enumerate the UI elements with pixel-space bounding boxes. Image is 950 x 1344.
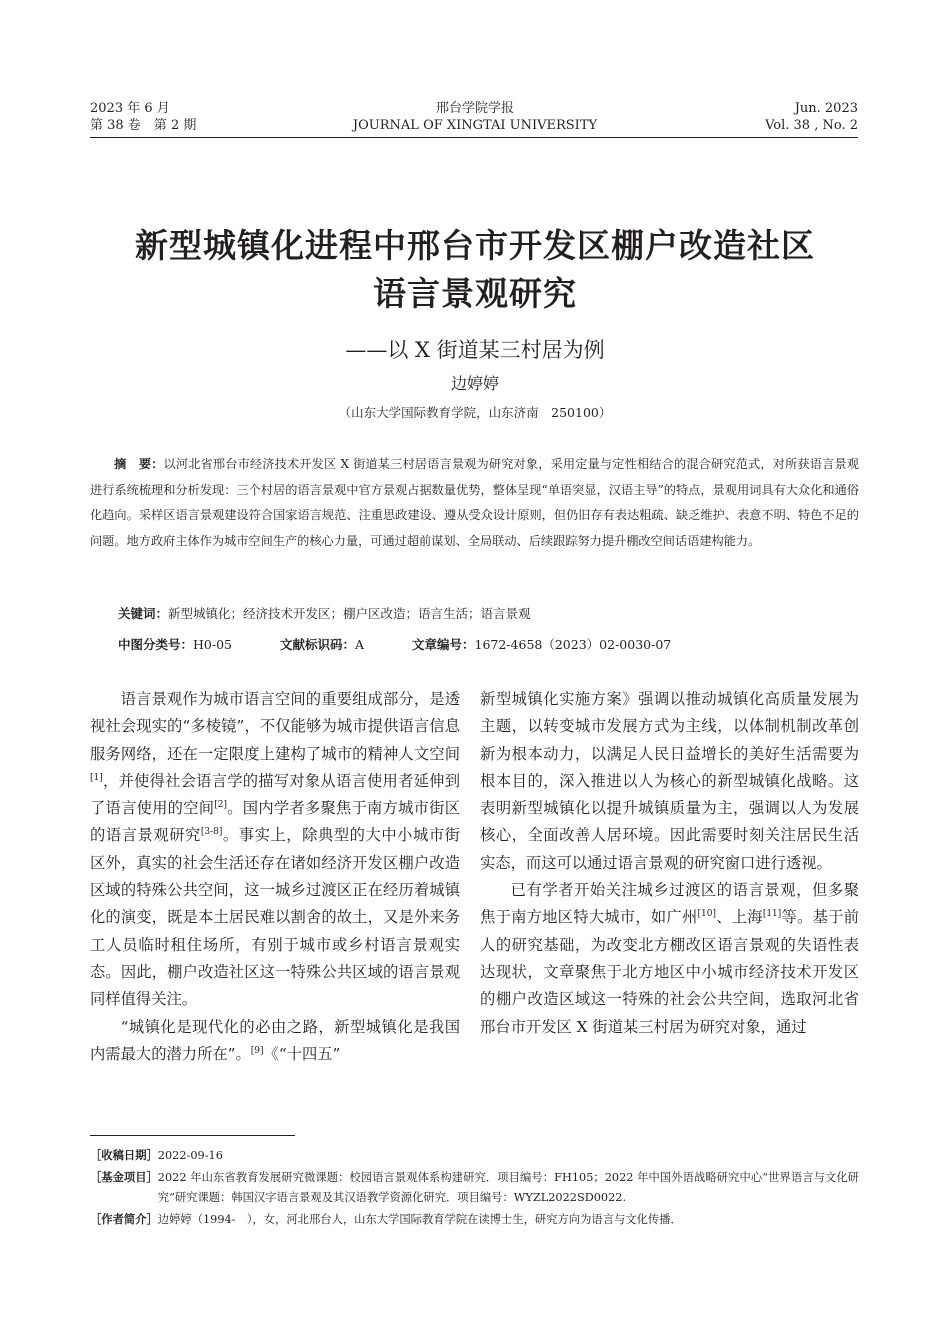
text-run: 。事实上，除典型的大中小城市街区外，真实的社会生活还存在诸如经济开发区棚户改造区域的特殊公共空间，这一城乡过渡区正在经历着城镇化的演变，既是本土居民难以割舍的故土，又是外来务工人员临时租住场所，有别于城市或乡村语言景观实态。因此，棚户改造社区这一特殊公共区域的语言景观同样值得关注。 (90, 826, 460, 1009)
clc-label: 中图分类号： (118, 637, 194, 652)
header-rule (90, 137, 858, 138)
fund-value: 2022 年山东省教育发展研究微课题：校园语言景观体系构建研究．项目编号：FH105；2022 年中国外语战略研究中心“世界语言与文化研究”研究课题：韩国汉字语言景观及其汉语教学资源化研究．项目编号：WYZL2022SD0022. (157, 1171, 859, 1204)
header-volume-en: Vol. 38 , No. 2 (765, 118, 858, 133)
citation: [11] (762, 909, 782, 920)
citation: [1] (90, 772, 103, 783)
author-bio-label: ［作者简介］ (90, 1213, 158, 1226)
abstract (90, 452, 859, 554)
article-number-value: 1672-4658（2023）02-0030-07 (474, 637, 672, 652)
doc-code-label: 文献标识码： (279, 637, 355, 652)
author-affiliation: （山东大学国际教育学院，山东济南 250100） (338, 405, 612, 420)
received-label: ［收稿日期］ (90, 1149, 158, 1162)
citation: [9] (250, 1045, 264, 1056)
fund-label: ［基金项目］ (90, 1171, 158, 1184)
text-run: ，并使得社会语言学的描写对象从语言使用者延伸到了语言使用的空间 (90, 771, 460, 818)
footnote-received (90, 1146, 859, 1166)
article-author: 边婷婷 (450, 374, 499, 393)
abstract-label: 摘 要： (114, 457, 164, 471)
title-line-2: 语言景观研究 (373, 274, 577, 313)
body-left-column (90, 686, 460, 1068)
citation: [2] (214, 800, 228, 811)
citation: [3-8] (200, 827, 223, 838)
text-run: 。国内学者多聚焦于南方城市街区的语言景观研究 (90, 799, 460, 845)
keywords (118, 604, 531, 624)
keywords-label: 关键词： (118, 606, 169, 621)
paragraph (480, 877, 859, 1041)
text-run: 语言景观作为城市语言空间的重要组成部分，是透视社会现实的“多棱镜”，不仅能够为城市提供语言信息服务网络，还在一定限度上建构了城市的精神人文空间 (90, 690, 460, 763)
text-run: “城镇化是现代化的必由之路，新型城镇化是我国内需最大的潜力所在”。 (90, 1017, 460, 1063)
text-run: 《“十四五” (263, 1044, 341, 1063)
paragraph (90, 1014, 460, 1069)
author-bio-value: 边婷婷（1994- ），女，河北邢台人，山东大学国际教育学院在读博士生，研究方向为语言与文化传播． (157, 1213, 682, 1226)
footnote-rule (90, 1135, 295, 1136)
header-volume-issue: 第 38 卷 第 2 期 (90, 118, 197, 133)
paragraph: 新型城镇化实施方案》强调以推动城镇化高质量发展为主题，以转变城市发展方式为主线，以体制机制改革创新为根本动力，以满足人民日益增长的美好生活需要为根本目的，深入推进以人为核心的新型城镇化战略。这表明新型城镇化以提升城镇质量为主，强调以人为发展核心，全面改善人居环境。因此需要时刻关注居民生活实态，而这可以通过语言景观的研究窗口进行透视。 (480, 690, 859, 872)
abstract-text: 以河北省邢台市经济技术开发区 X 街道某三村居语言景观为研究对象，采用定量与定性相结合的混合研究范式，对所获语言景观进行系统梳理和分析发现：三个村居的语言景观中官方景观占据数量优势，整体呈现“单语突显，汉语主导”的特点，景观用词具有大众化和通俗化趋向。采样区语言景观建设符合国家语言规范、注重思政建设、遵从受众设计原则，但仍旧存有表达粗疏、缺乏维护、表意不明、特色不足的问题。地方政府主体作为城市空间生产的核心力量，可通过超前谋划、全局联动、后续跟踪努力提升棚改空间话语建构能力。 (90, 457, 859, 548)
article-number-label: 文章编号： (411, 637, 475, 652)
journal-name-cn: 邢台学院学报 (435, 101, 514, 116)
footnote-fund (90, 1168, 859, 1208)
header-date: 2023 年 6 月 (90, 101, 170, 116)
article-title (60, 226, 890, 314)
header-date-en (765, 100, 858, 134)
doc-code-value: A (354, 637, 365, 652)
text-run: 、上海 (715, 908, 763, 927)
journal-name-en: JOURNAL OF XINGTAI UNIVERSITY (352, 118, 598, 133)
body-right-column (480, 686, 859, 1041)
text-run: 等。基于前人的研究基础，为改变北方棚改区语言景观的失语性表达现状，文章聚焦于北方地区中小城市经济技术开发区的棚户改造区域这一特殊的社会公共空间，选取河北省邢台市开发区 X 街道某三村居为研究对象，通过 (480, 908, 859, 1036)
article-subtitle: ——以 X 街道某三村居为例 (345, 338, 605, 362)
classification-line (118, 635, 859, 655)
text-run: 已有学者开始关注城乡过渡区的语言景观，但多聚焦于南方地区特大城市，如广州 (480, 881, 859, 927)
header-month-en: Jun. 2023 (794, 101, 858, 116)
title-line-1: 新型城镇化进程中邢台市开发区棚户改造社区 (135, 226, 815, 265)
citation: [10] (697, 909, 716, 920)
paragraph (90, 686, 460, 1014)
received-value: 2022-09-16 (157, 1149, 223, 1162)
keywords-text: 新型城镇化；经济技术开发区；棚户区改造；语言生活；语言景观 (168, 606, 531, 621)
clc-value: H0-05 (193, 637, 232, 652)
footnote-author (90, 1210, 859, 1230)
